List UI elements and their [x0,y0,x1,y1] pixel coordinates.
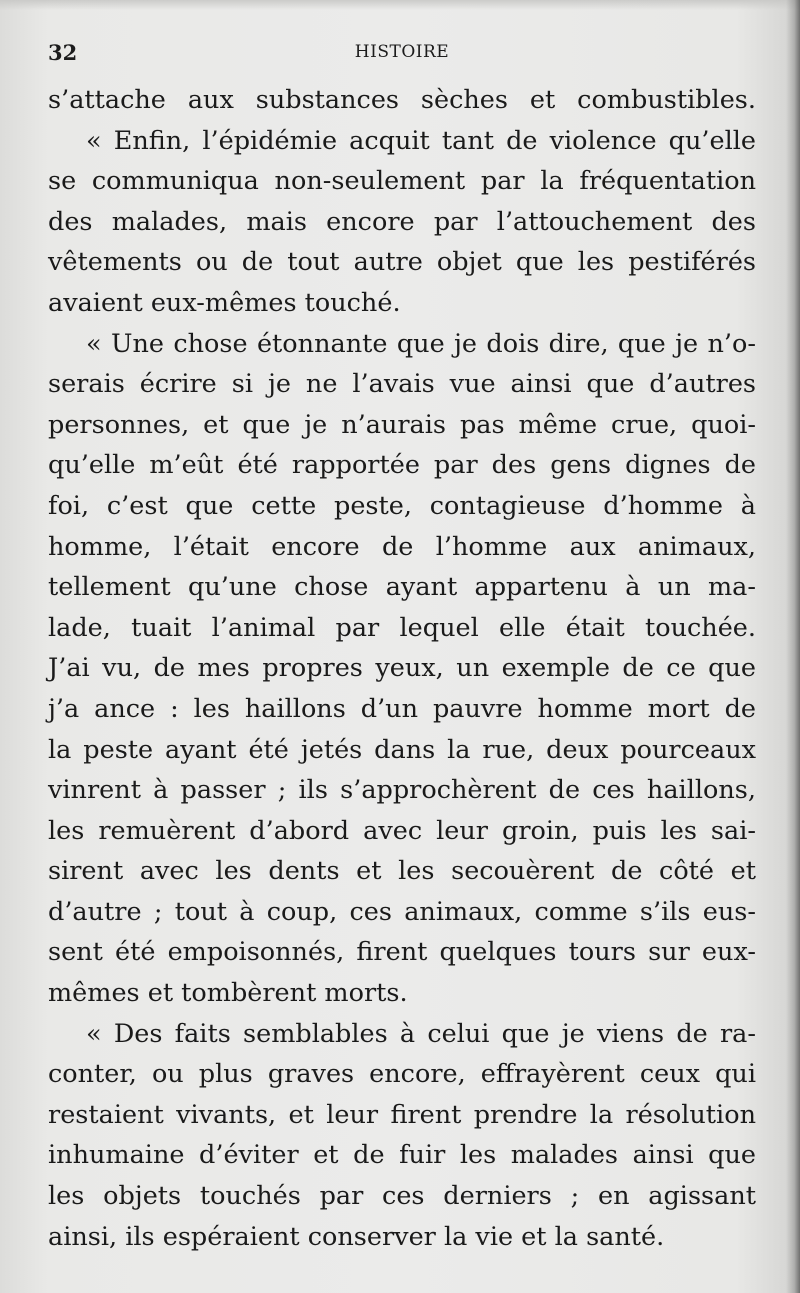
text-line: sent été empoisonnés, firent quelques tours sur eux- [48,937,756,968]
text-line: lade, tuait l’animal par lequel elle était touchée. [48,612,756,643]
text-line: se communiqua non-seulement par la fréquentation [48,166,756,197]
page-top-edge [0,0,800,10]
text-line: serais écrire si je ne l’avais vue ainsi que d’autres [48,369,756,400]
page-number: 32 [48,40,78,65]
text-line: la peste ayant été jetés dans la rue, deux pourceaux [48,734,756,765]
text-line: tellement qu’une chose ayant appartenu à un ma- [48,572,756,603]
text-line: j’a ance : les haillons d’un pauvre homme mort de [48,693,756,724]
text-line: s’attache aux substances sèches et combustibles. [48,85,756,115]
text-line: conter, ou plus graves encore, effrayèrent ceux qui [48,1059,756,1090]
text-line: « Enfin, l’épidémie acquit tant de violence qu’elle [86,125,756,156]
text-line: vinrent à passer ; ils s’approchèrent de ces haillons, [48,775,756,806]
text-line: ainsi, ils espéraient conserver la vie et la santé. [48,1221,665,1252]
text-line: les remuèrent d’abord avec leur groin, puis les sai- [48,815,756,846]
text-line: restaient vivants, et leur firent prendre la résolution [48,1099,756,1130]
text-line: mêmes et tombèrent morts. [48,978,408,1009]
text-line: d’autre ; tout à coup, ces animaux, comme s’ils eus- [48,896,756,927]
running-title: HISTOIRE [354,42,450,62]
text-line: avaient eux-mêmes touché. [48,287,401,318]
running-head [48,40,756,72]
text-line: les objets touchés par ces derniers ; en agissant [48,1181,756,1212]
text-line: inhumaine d’éviter et de fuir les malades ainsi que [48,1140,756,1171]
text-line: « Des faits semblables à celui que je viens de ra- [86,1018,756,1049]
text-line: homme, l’était encore de l’homme aux animaux, [48,531,756,562]
body-text [48,80,756,1257]
text-line: vêtements ou de tout autre objet que les pestiférés [48,247,756,278]
text-line: sirent avec les dents et les secouèrent de côté et [48,856,756,887]
text-line: personnes, et que je n’aurais pas même crue, quoi- [48,409,756,440]
text-line: foi, c’est que cette peste, contagieuse d’homme à [48,490,756,521]
page-right-edge-shadow [786,0,800,1293]
text-line: « Une chose étonnante que je dois dire, que je n’o- [86,328,756,359]
text-line: J’ai vu, de mes propres yeux, un exemple de ce que [48,653,756,684]
text-line: des malades, mais encore par l’attouchement des [48,206,756,237]
text-line: qu’elle m’eût été rapportée par des gens dignes de [48,450,756,481]
